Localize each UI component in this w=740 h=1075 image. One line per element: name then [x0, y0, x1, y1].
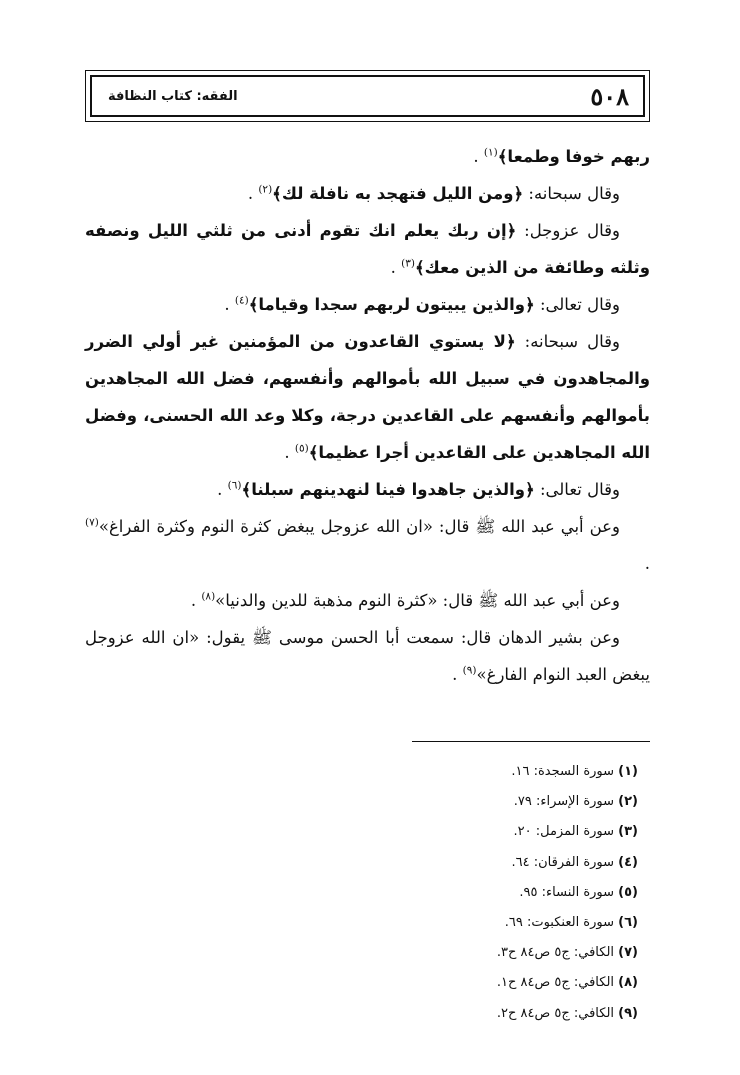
footnotes — [85, 757, 638, 1029]
quoted-verse: ربهم خوفا وطمعا﴾ — [497, 147, 650, 166]
paragraph-text: . — [390, 258, 402, 277]
footnote — [85, 878, 638, 908]
header-frame — [90, 75, 645, 117]
footnote — [85, 938, 638, 968]
paragraph-text: وقال تعالى: — [534, 480, 620, 499]
footnote-number: (٥) — [618, 884, 638, 900]
footnote-reference: (٩) — [462, 664, 477, 677]
quoted-verse: ﴿إن ربك يعلم انك تقوم أدنى من ثلثي الليل ونصفه وثلثه وطائفة من الذين معك﴾ — [85, 221, 650, 277]
paragraph — [85, 286, 650, 323]
paragraph — [85, 138, 650, 175]
footnote-number: (٨) — [618, 975, 638, 991]
paragraph — [85, 175, 650, 212]
paragraph — [85, 508, 650, 582]
paragraph-text: . — [644, 554, 650, 573]
quoted-verse: ﴿ومن الليل فتهجد به نافلة لك﴾ — [272, 184, 524, 203]
paragraph — [85, 212, 650, 286]
main-text — [85, 138, 650, 693]
paragraph-text: . — [452, 665, 463, 684]
footnote-number: (٣) — [618, 824, 638, 840]
page-number: ٥٠٨ — [590, 81, 629, 111]
footnote-text: الكافي: ج٥ ص٨٤ ح٣. — [496, 945, 619, 961]
paragraph — [85, 471, 650, 508]
paragraph-text: . — [247, 184, 259, 203]
paragraph-text: وعن أبي عبد الله ﷺ قال: «ان الله عزوجل يبغض كثرة النوم وكثرة الفراغ» — [98, 517, 620, 536]
footnote-number: (٧) — [618, 945, 638, 961]
footnote — [85, 968, 638, 998]
footnote-number: (٦) — [618, 915, 638, 931]
paragraph-text: وقال عزوجل: — [516, 221, 620, 240]
quoted-verse: ﴿والذين يبيتون لربهم سجدا وقياما﴾ — [248, 295, 535, 314]
paragraph — [85, 619, 650, 693]
footnote-number: (١) — [618, 764, 638, 779]
footnote — [85, 757, 638, 787]
paragraph — [85, 323, 650, 471]
footnote-reference: (٥) — [294, 442, 309, 455]
footnote-text: سورة المزمل: ٢٠. — [513, 824, 619, 840]
footnote — [85, 908, 638, 938]
footnote-text: الكافي: ج٥ ص٨٤ ح٢. — [496, 1005, 619, 1021]
footnote-reference: (٨) — [201, 590, 216, 603]
quoted-verse: ﴿لا يستوي القاعدون من المؤمنين غير أولي الضرر والمجاهدون في سبيل الله بأموالهم وأنفسهم، فضل الله المجاهدين بأموالهم وأنفسهم على القاعدين درجة، وكلا وعد الله الحسنى، وفضل الله المجاهدين على القاعدين أجرا عظيما﴾ — [85, 332, 650, 462]
footnote-text: الكافي: ج٥ ص٨٤ ح١. — [496, 975, 619, 991]
quoted-verse: ﴿والذين جاهدوا فينا لنهدينهم سبلنا﴾ — [241, 480, 535, 499]
footnote-number: (٩) — [618, 1005, 638, 1021]
footnote — [85, 848, 638, 878]
footnote-reference: (٣) — [401, 257, 415, 270]
paragraph-text: وقال تعالى: — [534, 295, 620, 314]
running-title: الفقه: كتاب النظافة — [108, 88, 238, 104]
footnote-text: سورة الإسراء: ٧٩. — [513, 794, 619, 810]
footnote-number: (٤) — [618, 854, 638, 870]
footnote-text: سورة الفرقان: ٦٤. — [511, 854, 619, 870]
footnote-reference: (١) — [483, 146, 498, 159]
footnote-text: سورة السجدة: ١٦. — [511, 764, 619, 779]
footnote-text: سورة النساء: ٩٥. — [519, 884, 619, 900]
paragraph — [85, 582, 650, 619]
footnote-number: (٢) — [618, 794, 638, 810]
footnote-reference: (٤) — [234, 294, 249, 307]
paragraph-text: . — [473, 147, 484, 166]
footnote-text: سورة العنكبوت: ٦٩. — [504, 915, 619, 931]
footnote — [85, 999, 638, 1029]
paragraph-text: . — [284, 443, 295, 462]
footnote-divider — [412, 741, 650, 742]
paragraph-text: وقال سبحانه: — [523, 184, 620, 203]
paragraph-text: وعن أبي عبد الله ﷺ قال: «كثرة النوم مذهبة للدين والدنيا» — [215, 591, 620, 610]
footnote — [85, 787, 638, 817]
paragraph-text: . — [224, 295, 235, 314]
footnote-reference: (٦) — [227, 479, 242, 492]
paragraph-text: . — [190, 591, 202, 610]
footnote-reference: (٢) — [258, 183, 273, 196]
paragraph-text: . — [217, 480, 228, 499]
paragraph-text: وعن بشير الدهان قال: سمعت أبا الحسن موسى ﷺ يقول: «ان الله عزوجل يبغض العبد النوام الفارغ» — [85, 628, 650, 684]
page-header — [85, 70, 650, 122]
footnote — [85, 817, 638, 847]
paragraph-text: وقال سبحانه: — [515, 332, 621, 351]
footnote-reference: (٧) — [85, 516, 99, 529]
